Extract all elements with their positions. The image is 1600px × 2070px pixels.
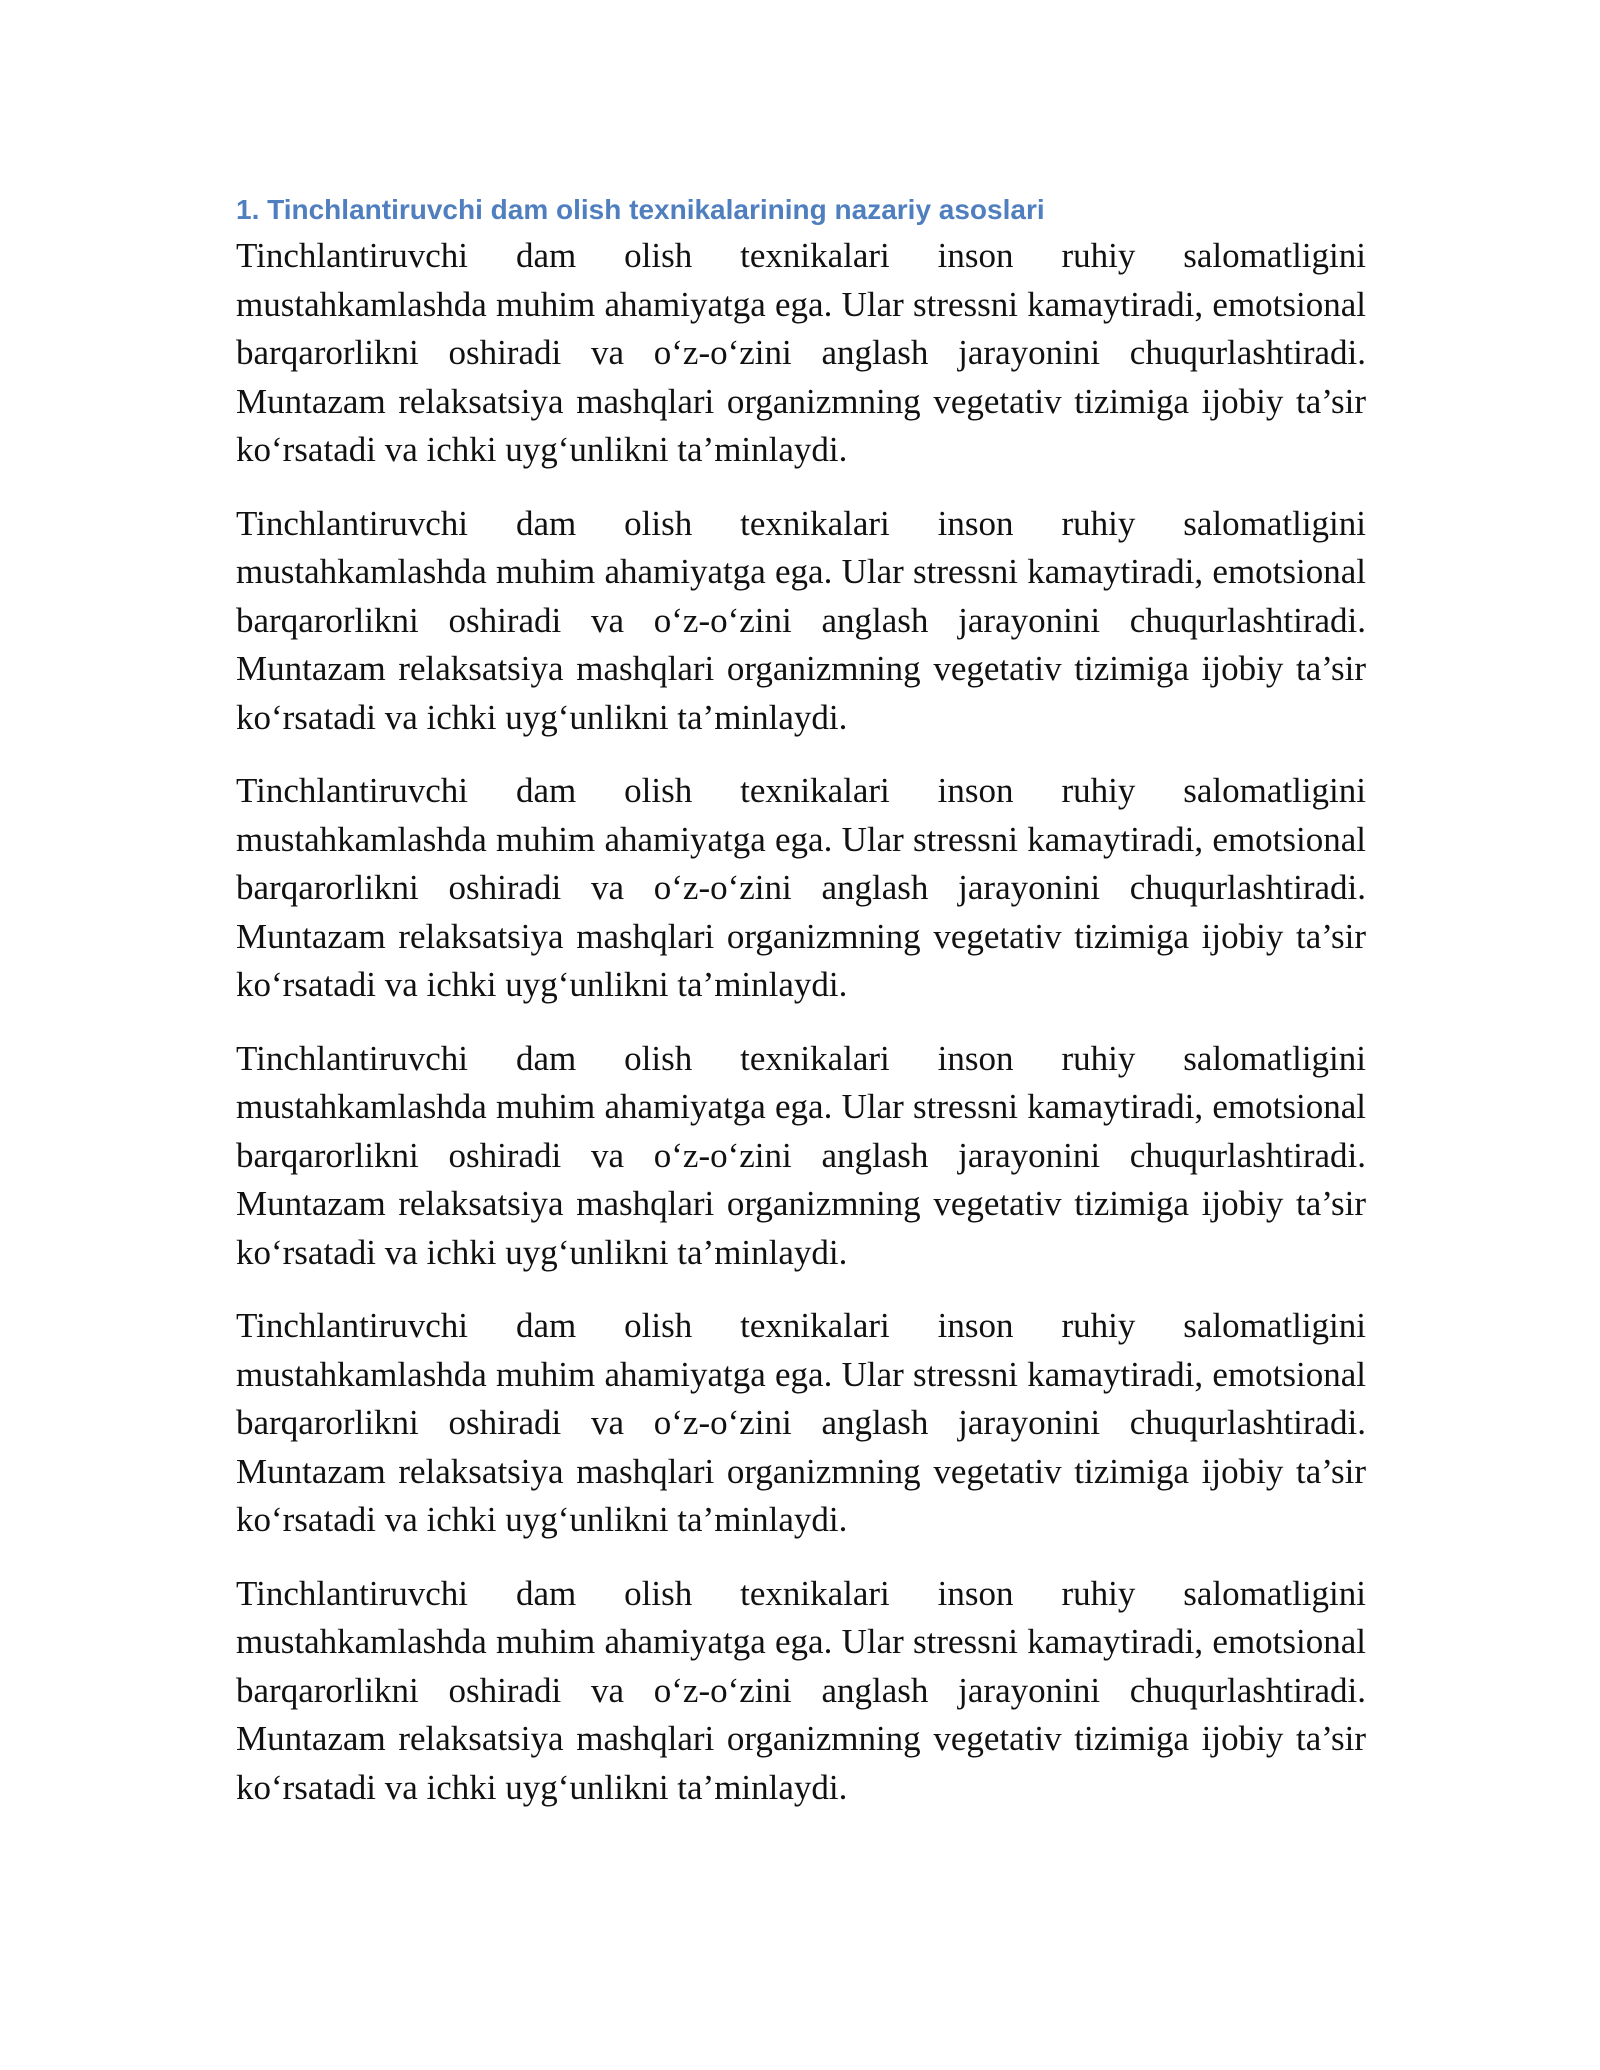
body-paragraph-4: Tinchlantiruvchi dam olish texnikalari inson ruhiy salomatligini mustahkamlashda muhim ahamiyatga ega. Ular stressni kamaytiradi, emotsional barqarorlikni oshiradi va o‘z-o‘zini anglash jarayonini chuqurlashtiradi. Muntazam relaksatsiya mashqlari organizmning vegetativ tizimiga ijobiy ta’sir ko‘rsatadi va ichki uyg‘unlikni ta’minlaydi.	[236, 1038, 1366, 1272]
body-paragraph-3: Tinchlantiruvchi dam olish texnikalari inson ruhiy salomatligini mustahkamlashda muhim ahamiyatga ega. Ular stressni kamaytiradi, emotsional barqarorlikni oshiradi va o‘z-o‘zini anglash jarayonini chuqurlashtiradi. Muntazam relaksatsiya mashqlari organizmning vegetativ tizimiga ijobiy ta’sir ko‘rsatadi va ichki uyg‘unlikni ta’minlaydi.	[236, 771, 1366, 1004]
section-heading: 1. Tinchlantiruvchi dam olish texnikalarining nazariy asoslari	[236, 194, 1045, 225]
body-paragraph-2: Tinchlantiruvchi dam olish texnikalari inson ruhiy salomatligini mustahkamlashda muhim ahamiyatga ega. Ular stressni kamaytiradi, emotsional barqarorlikni oshiradi va o‘z-o‘zini anglash jarayonini chuqurlashtiradi. Muntazam relaksatsiya mashqlari organizmning vegetativ tizimiga ijobiy ta’sir ko‘rsatadi va ichki uyg‘unlikni ta’minlaydi.	[236, 503, 1366, 737]
page-content	[236, 188, 1366, 1837]
body-paragraph-1: Tinchlantiruvchi dam olish texnikalari inson ruhiy salomatligini mustahkamlashda muhim ahamiyatga ega. Ular stressni kamaytiradi, emotsional barqarorlikni oshiradi va o‘z-o‘zini anglash jarayonini chuqurlashtiradi. Muntazam relaksatsiya mashqlari organizmning vegetativ tizimiga ijobiy ta’sir ko‘rsatadi va ichki uyg‘unlikni ta’minlaydi.	[236, 236, 1366, 469]
body-paragraph-6: Tinchlantiruvchi dam olish texnikalari inson ruhiy salomatligini mustahkamlashda muhim ahamiyatga ega. Ular stressni kamaytiradi, emotsional barqarorlikni oshiradi va o‘z-o‘zini anglash jarayonini chuqurlashtiradi. Muntazam relaksatsiya mashqlari organizmning vegetativ tizimiga ijobiy ta’sir ko‘rsatadi va ichki uyg‘unlikni ta’minlaydi.	[236, 1573, 1366, 1807]
body-paragraph-5: Tinchlantiruvchi dam olish texnikalari inson ruhiy salomatligini mustahkamlashda muhim ahamiyatga ega. Ular stressni kamaytiradi, emotsional barqarorlikni oshiradi va o‘z-o‘zini anglash jarayonini chuqurlashtiradi. Muntazam relaksatsiya mashqlari organizmning vegetativ tizimiga ijobiy ta’sir ko‘rsatadi va ichki uyg‘unlikni ta’minlaydi.	[236, 1306, 1366, 1539]
